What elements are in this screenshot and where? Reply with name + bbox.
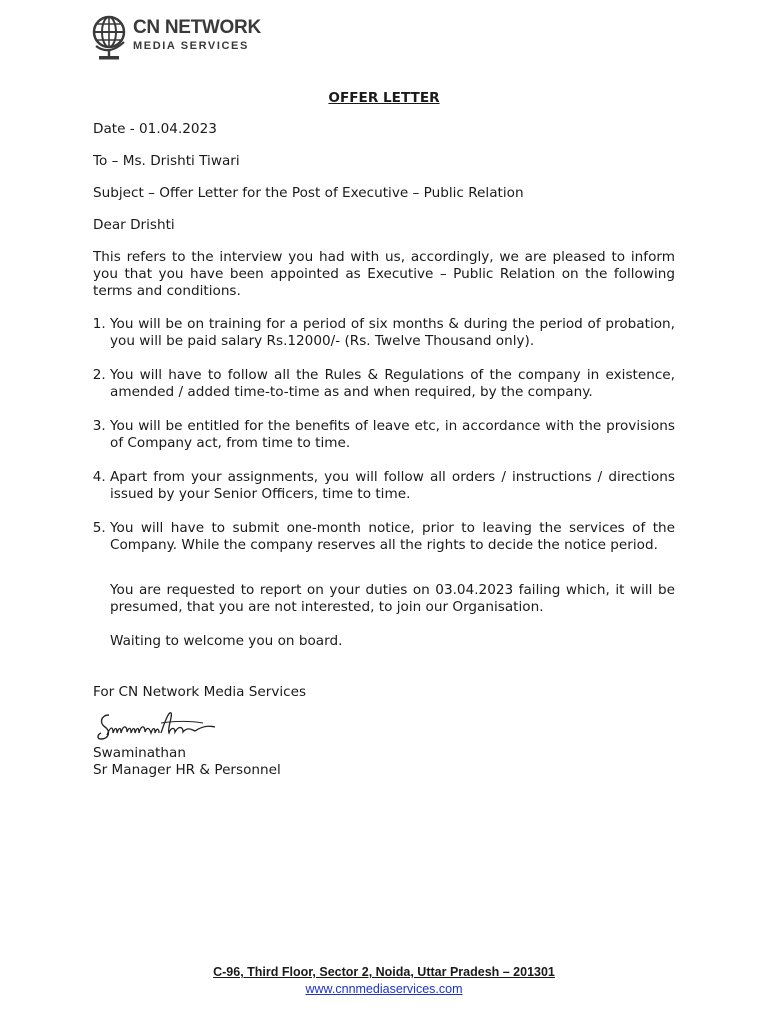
signatory-name: Swaminathan (93, 745, 186, 761)
footer-website-link[interactable]: www.cnnmediaservices.com (305, 982, 463, 996)
globe-icon (92, 12, 130, 62)
signature-image (95, 705, 225, 745)
term-item: 4. Apart from your assignments, you will follow all orders / instructions / directions issued by your Senior Officers, time to time. (110, 469, 675, 503)
footer-address: C-96, Third Floor, Sector 2, Noida, Uttar Pradesh – 201301 (213, 965, 555, 979)
terms-list (93, 316, 675, 554)
term-item: 5. You will have to submit one-month notice, prior to leaving the services of the Company. While the company reserves all the rights to decide the notice period. (110, 520, 675, 554)
welcome-note: Waiting to welcome you on board. (110, 633, 343, 649)
company-logo (92, 12, 262, 64)
letter-salutation: Dear Drishti (93, 217, 175, 233)
report-note: You are requested to report on your duties on 03.04.2023 failing which, it will be presumed, that you are not interested, to join our Organisation. (110, 582, 675, 615)
for-company: For CN Network Media Services (93, 684, 307, 700)
footer (0, 964, 768, 997)
logo-subtitle: MEDIA SERVICES (133, 40, 249, 52)
term-item: 2. You will have to follow all the Rules & Regulations of the company in existence, amended / added time-to-time as and when required, by the company. (110, 367, 675, 401)
signatory-title: Sr Manager HR & Personnel (93, 762, 281, 778)
letter-subject: Subject – Offer Letter for the Post of Executive – Public Relation (93, 185, 524, 201)
letter-title: OFFER LETTER (328, 90, 440, 106)
logo-name: CN NETWORK (133, 17, 261, 38)
letter-date: Date - 01.04.2023 (93, 121, 217, 137)
term-item: 3. You will be entitled for the benefits of leave etc, in accordance with the provisions of Company act, from time to time. (110, 418, 675, 452)
letter-intro: This refers to the interview you had with us, accordingly, we are pleased to inform you that you have been appointed as Executive – Public Relation on the following terms and conditions. (93, 249, 675, 299)
letter-recipient: To – Ms. Drishti Tiwari (93, 153, 240, 169)
term-item: 1. You will be on training for a period of six months & during the period of probation, you will be paid salary Rs.12000/- (Rs. Twelve Thousand only). (110, 316, 675, 350)
letter-body (93, 90, 675, 779)
